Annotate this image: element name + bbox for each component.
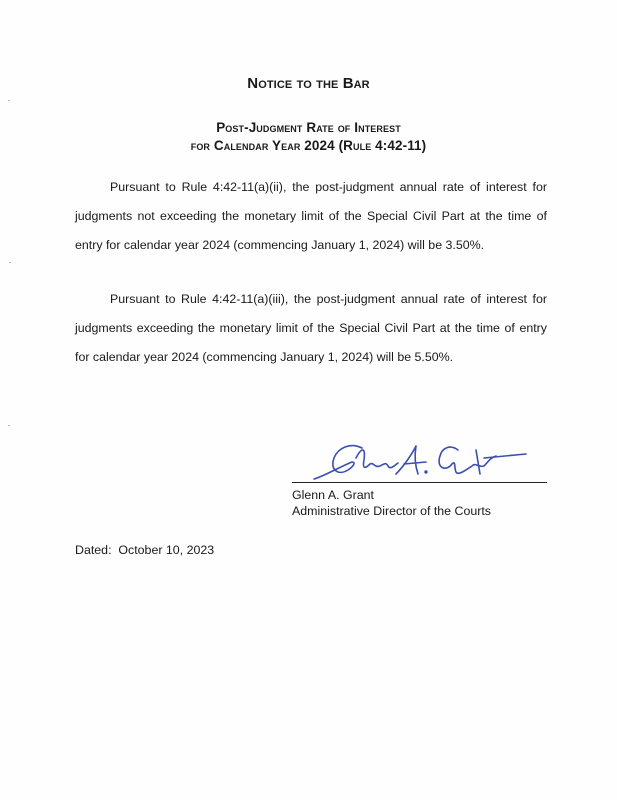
notice-title: Notice to the Bar <box>247 75 370 92</box>
notice-subtitle-line-2: for Calendar Year 2024 (Rule 4:42-11) <box>190 138 427 153</box>
dated-line: Dated: October 10, 2023 <box>75 543 215 557</box>
scan-speck <box>9 262 11 263</box>
paragraph-text: Pursuant to Rule 4:42-11(a)(ii), the post-judgment annual rate of interest for judgments not exceeding the monetary limit of the Special Civil Part at the time of entry for calendar year 2024 (commencing January 1, 2024) will be 3.50%. <box>75 180 547 252</box>
notice-subtitle-line-1: Post-Judgment Rate of Interest <box>216 120 401 135</box>
signatory-name: Glenn A. Grant <box>292 488 374 502</box>
signatory-title: Administrative Director of the Courts <box>292 504 492 518</box>
handwritten-signature <box>300 432 550 492</box>
paragraph-rate-not-exceeding <box>75 173 547 260</box>
scan-speck <box>8 100 10 101</box>
signature-ink <box>314 446 526 479</box>
signature-line <box>292 482 547 483</box>
scan-speck <box>8 425 10 426</box>
paragraph-rate-exceeding <box>75 285 547 372</box>
paragraph-text: Pursuant to Rule 4:42-11(a)(iii), the post-judgment annual rate of interest for judgments exceeding the monetary limit of the Special Civil Part at the time of entry for calendar year 2024 (commencing January 1, 2024) will be 5.50%. <box>75 292 547 364</box>
